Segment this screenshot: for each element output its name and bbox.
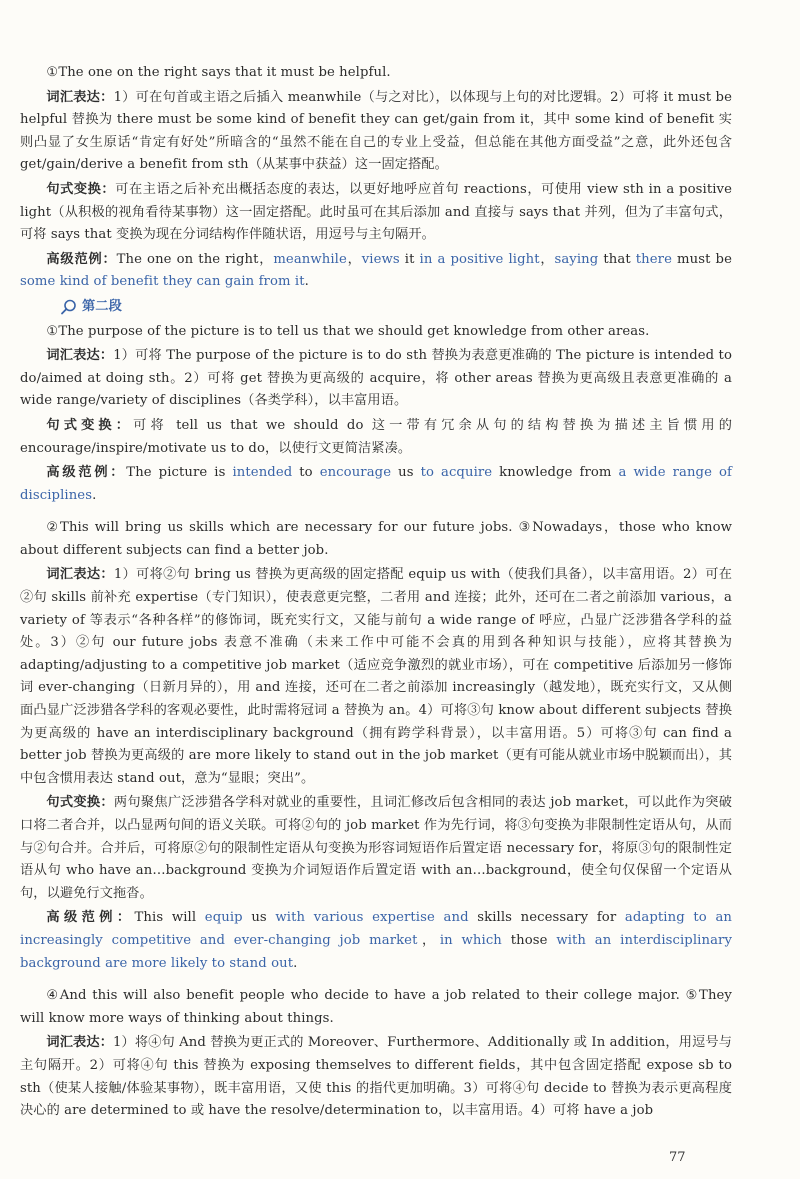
text-run: it: [399, 251, 420, 267]
paragraph-label: 高级范例：: [46, 251, 117, 267]
paragraph-label: 句式变换：: [46, 795, 114, 811]
text-run: The one on the right，: [116, 251, 274, 267]
highlight-text: encourage: [319, 465, 392, 481]
text-run: us: [242, 910, 276, 926]
text-run: to: [292, 465, 320, 481]
highlight-text: with various expertise and: [275, 910, 469, 926]
highlight-text: saying: [554, 251, 599, 267]
section-heading: [60, 296, 732, 319]
paragraph: [20, 321, 732, 344]
paragraph: [20, 87, 732, 177]
text-run: 1）将④句 And 替换为更正式的 Moreover、Furthermore、Additionally 或 In addition，用逗号与主句隔开。2）可将④句 this 替换为 exposing themselves to different fields，其中包含固定搭配 expose sb to sth（使某人接触/体验某事物），既丰富用语，又使 this 的指代更加明确。3）可将④句 decide to 替换为表示更高程度决心的 are determined to 或 have the resolve/determination to，以丰富用语。4）可将 have a job: [20, 1035, 732, 1119]
text-run: ①The purpose of the picture is to tell us that we should get knowledge from other areas.: [46, 323, 650, 339]
paragraph-label: 词汇表达：: [46, 348, 114, 364]
text-run: ，: [417, 932, 440, 948]
text-run: ①The one on the right says that it must be helpful.: [46, 65, 391, 80]
text-run: that: [598, 251, 636, 267]
text-run: us: [391, 465, 421, 481]
paragraph: [20, 462, 732, 507]
paragraph: [20, 179, 732, 247]
text-run: ，: [346, 251, 362, 267]
paragraph-label: 句式变换：: [46, 417, 134, 433]
text-run: ，: [539, 251, 555, 267]
highlight-text: in a positive light: [419, 251, 540, 267]
text-run: knowledge from: [492, 465, 619, 481]
text-run: This will: [134, 910, 205, 926]
highlight-text: views: [361, 251, 400, 267]
paragraph-label: 句式变换：: [46, 181, 116, 197]
paragraph: [20, 1032, 732, 1122]
page-number: 77: [669, 1150, 686, 1165]
section-label: 第二段: [82, 298, 122, 314]
highlight-text: meanwhile: [273, 251, 347, 267]
text-run: ②This will bring us skills which are necessary for our future jobs. ③Nowadays，those who know about different subjects can find a better job.: [20, 520, 732, 558]
paragraph: [20, 345, 732, 413]
paragraph-label: 高级范例：: [46, 465, 127, 481]
page-content: [20, 62, 732, 1125]
paragraph: [20, 517, 732, 562]
text-run: .: [92, 487, 97, 503]
paragraph-label: 词汇表达：: [46, 567, 114, 583]
highlight-text: with an interdisciplinary background are more likely to stand out: [20, 932, 732, 971]
paragraph-label: 词汇表达：: [46, 1035, 114, 1051]
highlight-text: adapting to an increasingly competitive and ever-changing job market: [20, 910, 733, 948]
text-run: 可将 tell us that we should do 这一带有冗余从句的结构替换为描述主旨惯用的 encourage/inspire/motivate us to do，以使行文更简洁紧凑。: [20, 417, 732, 456]
paragraph-label: 词汇表达：: [46, 89, 114, 105]
highlight-text: equip: [204, 910, 243, 926]
paragraph: [20, 792, 732, 905]
text-run: those: [501, 932, 557, 948]
highlight-text: some kind of benefit they can gain from it: [20, 274, 305, 290]
highlight-text: intended: [232, 465, 293, 481]
text-run: 可在主语之后补充出概括态度的表达，以更好地呼应首句 reactions，可使用 view sth in a positive light（从积极的视角看待某事物）这一固定搭配。此时虽可在其后添加 and 直接与 says that 并列，但为了丰富句式，可将 says that 变换为现在分词结构作伴随状语，用逗号与主句隔开。: [20, 181, 732, 243]
highlight-text: in which: [439, 932, 502, 948]
paragraph: [20, 564, 732, 790]
highlight-text: a wide range of disciplines: [20, 465, 733, 503]
magnifier-icon: [60, 298, 78, 316]
text-run: 两句聚焦广泛涉猎各学科对就业的重要性，且词汇修改后包含相同的表达 job market，可以此作为突破口将二者合并，以凸显两句间的语义关联。可将②句的 job market 作为先行词，将③句变换为非限制性定语从句，从而与②句合并。合并后，可将原②句的限制性定语从句变换为形容词短语作后置定语 necessary for，将原③句的限制性定语从句 who have an…background 变换为介词短语作后置定语 with an…background，使全句仅保留一个定语从句，以避免行文拖沓。: [20, 795, 733, 901]
paragraph: [20, 415, 732, 460]
text-run: 1）可在句首或主语之后插入 meanwhile（与之对比），以体现与上句的对比逻辑。2）可将 it must be helpful 替换为 there must be some kind of benefit they can get/gain from it，其中 some kind of benefit 实则凸显了女生原话“肯定有好处”所暗含的“虽然不能在自己的专业上受益，但总能在其他方面受益”之意，此外还包含 get/gain/derive a benefit from sth（从某事中获益）这一固定搭配。: [20, 89, 733, 173]
paragraph: [20, 62, 732, 85]
text-run: .: [293, 955, 298, 971]
text-run: must be: [671, 251, 732, 267]
text-run: .: [304, 274, 309, 290]
highlight-text: to acquire: [420, 465, 493, 481]
text-run: ④And this will also benefit people who decide to have a job related to their college major. ⑤They will know more ways of thinking about things.: [20, 988, 732, 1026]
paragraph: [20, 985, 732, 1030]
paragraph: [20, 907, 732, 975]
text-run: 1）可将 The purpose of the picture is to do sth 替换为表意更准确的 The picture is intended to do/aimed at doing sth。2）可将 get 替换为更高级的 acquire，将 other areas 替换为更高级且表意更准确的 a wide range/variety of disciplines（各类学科），以丰富用语。: [20, 348, 732, 409]
paragraph-label: 高级范例：: [46, 910, 135, 926]
highlight-text: there: [635, 251, 672, 267]
paragraph: [20, 249, 732, 294]
text-run: 1）可将②句 bring us 替换为更高级的固定搭配 equip us with（使我们具备），以丰富用语。2）可在②句 skills 前补充 expertise（专门知识），使表意更完整，二者用 and 连接；此外，还可在二者之前添加 various，a variety of 等表示“各种各样”的修饰词，既充实行文，又能与前句 a wide range of 呼应，凸显广泛涉猎各学科的益处。3）②句 our future jobs 表意不准确（未来工作中可能不会真的用到各种知识与技能），应将其替换为 adapting/adjusting to a competitive job market（适应竞争激烈的就业市场），可在 competitive 后添加另一修饰词 ever-changing（日新月异的），用 and 连接，还可在二者之前添加 increasingly（越发地），既充实行文，又从侧面凸显广泛涉猎各学科的客观必要性，此时需将冠词 a 替换为 an。4）可将③句 know about different subjects 替换为更高级的 have an interdisciplinary background（拥有跨学科背景），以丰富用语。5）可将③句 can find a better job 替换为更高级的 are more likely to stand out in the job market（更有可能从就业市场中脱颖而出），其中包含惯用表达 stand out，意为“显眼；突出”。: [20, 567, 732, 786]
text-run: skills necessary for: [468, 910, 625, 926]
text-run: The picture is: [126, 465, 233, 481]
